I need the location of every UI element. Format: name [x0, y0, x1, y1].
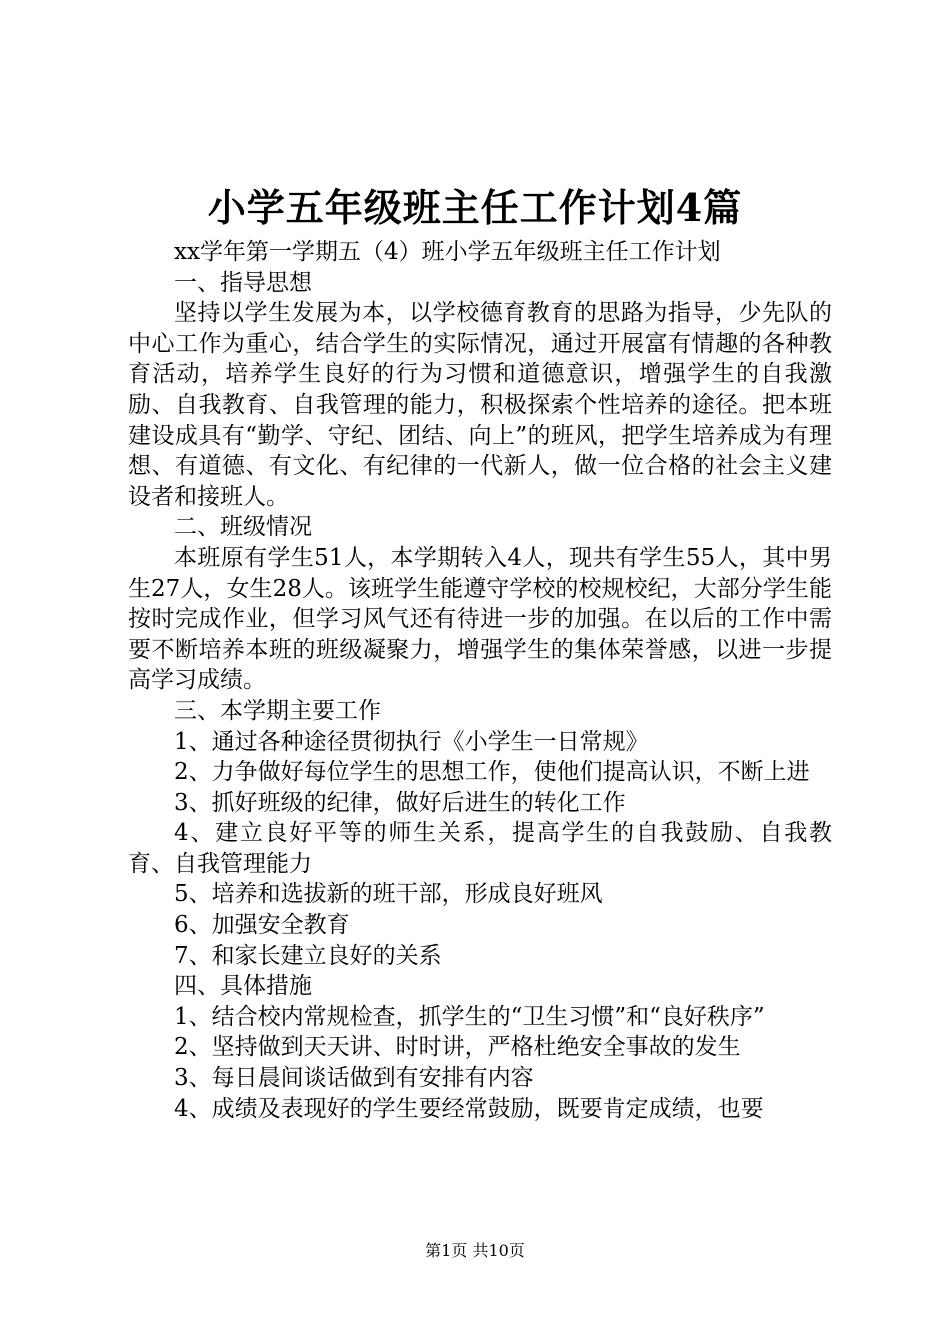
- paragraph-subtitle: xx学年第一学期五（4）班小学五年级班主任工作计划: [174, 239, 721, 265]
- paragraph: 本班原有学生51人，本学期转入4人，现共有学生55人，其中男生27人，女生28人。该班学生能遵守学校的校规校纪，大部分学生能按时完成作业，但学习风气还有待进一步的加强。在以后的工作中需要不断培养本班的班级凝聚力，增强学生的集体荣誉感，以进一步提高学习成绩。: [128, 544, 832, 694]
- list-item: 2、力争做好每位学生的思想工作，使他们提高认识，不断上进: [174, 759, 810, 786]
- section-heading-1: 一、指导思想: [174, 269, 312, 296]
- list-item: 3、抓好班级的纪律，做好后进生的转化工作: [174, 789, 626, 816]
- paragraph: 坚持以学生发展为本，以学校德育教育的思路为指导，少先队的中心工作为重心，结合学生的实际情况，通过开展富有情趣的各种教育活动，培养学生良好的行为习惯和道德意识，增强学生的自我激励、自我教育、自我管理的能力，积极探索个性培养的途径。把本班建设成具有“勤学、守纪、团结、向上”的班风，把学生培养成为有理想、有道德、有文化、有纪律的一代新人，做一位合格的社会主义建设者和接班人。: [128, 300, 832, 510]
- list-item: 7、和家长建立良好的关系: [174, 942, 442, 969]
- document-title: 小学五年级班主任工作计划4篇: [207, 185, 743, 230]
- section-heading-2: 二、班级情况: [174, 514, 312, 541]
- list-item: 2、坚持做到天天讲、时时讲，严格杜绝安全事故的发生: [174, 1034, 741, 1061]
- list-item: 6、加强安全教育: [174, 912, 350, 939]
- page-footer: 第1页 共10页: [425, 1241, 525, 1260]
- list-item: 1、通过各种途径贯彻执行《小学生一日常规》: [174, 728, 649, 755]
- list-item: 4、建立良好平等的师生关系，提高学生的自我鼓励、自我教育、自我管理能力: [128, 820, 832, 877]
- document-body: [128, 237, 832, 1124]
- list-item: 3、每日晨间谈话做到有安排有内容: [174, 1065, 534, 1092]
- list-item: 4、成绩及表现好的学生要经常鼓励，既要肯定成绩，也要: [174, 1095, 764, 1122]
- list-item: 5、培养和选拔新的班干部，形成良好班风: [174, 881, 603, 908]
- list-item: 1、结合校内常规检查，抓学生的“卫生习惯”和“良好秩序”: [174, 1003, 765, 1030]
- section-heading-3: 三、本学期主要工作: [174, 697, 381, 724]
- section-heading-4: 四、具体措施: [174, 973, 312, 1000]
